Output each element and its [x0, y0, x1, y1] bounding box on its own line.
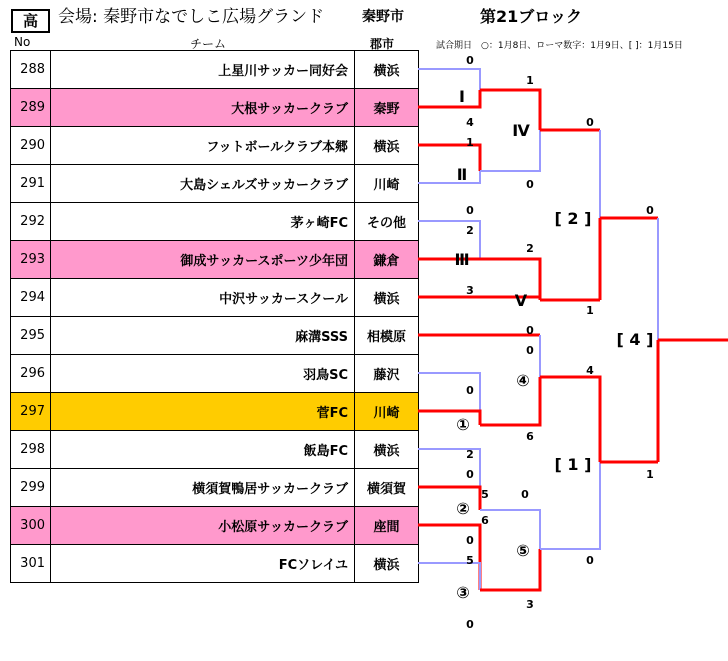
team-name: フットボールクラブ本郷 [51, 127, 355, 165]
bracket-line [540, 377, 600, 462]
schedule-note: 試合期日 ○：1月8日、ローマ数字：1月9日、[ ]：1月15日 [436, 41, 683, 51]
team-name: FCソレイユ [51, 545, 355, 583]
score-label: 5 [481, 488, 489, 501]
score-label: 0 [466, 468, 474, 481]
col-city-header: 郡市 [370, 37, 395, 51]
team-name: 横須賀鴨居サッカークラブ [51, 469, 355, 507]
match-label: Ⅰ [459, 87, 465, 106]
match-label: Ⅲ [454, 250, 470, 269]
score-label: 0 [466, 204, 474, 217]
team-number: 294 [11, 279, 51, 317]
team-number: 297 [11, 393, 51, 431]
team-number: 300 [11, 507, 51, 545]
match-label: ⑤ [516, 541, 530, 560]
team-name: 大島シェルズサッカークラブ [51, 165, 355, 203]
team-city: 横浜 [355, 431, 419, 469]
venue-title: 会場: 秦野市なでしこ広場グランド [58, 7, 325, 27]
score-label: 1 [646, 468, 654, 481]
score-label: 0 [586, 116, 594, 129]
team-city: 横浜 [355, 545, 419, 583]
match-label: [ 2 ] [554, 209, 592, 228]
team-name: 御成サッカースポーツ少年団 [51, 241, 355, 279]
score-label: 0 [466, 384, 474, 397]
bracket-line [480, 90, 540, 130]
bracket-line [418, 69, 480, 90]
team-number: 292 [11, 203, 51, 241]
score-label: 4 [586, 364, 594, 377]
score-label: 5 [466, 554, 474, 567]
team-name: 菅FC [51, 393, 355, 431]
team-city: 横浜 [355, 279, 419, 317]
team-name: 上星川サッカー同好会 [51, 51, 355, 89]
score-label: 1 [586, 304, 594, 317]
team-city: 相模原 [355, 317, 419, 355]
team-number: 295 [11, 317, 51, 355]
score-label: 1 [526, 74, 534, 87]
team-city: 座間 [355, 507, 419, 545]
match-label: Ⅴ [514, 291, 528, 310]
match-label: Ⅳ [512, 121, 530, 140]
team-city: その他 [355, 203, 419, 241]
team-number: 291 [11, 165, 51, 203]
team-number: 293 [11, 241, 51, 279]
team-number: 301 [11, 545, 51, 583]
score-label: 0 [521, 488, 529, 501]
score-label: 2 [526, 242, 534, 255]
match-label: ④ [516, 371, 530, 390]
bracket-line [418, 373, 480, 425]
bracket-line [540, 462, 600, 549]
col-team-header: チーム [190, 37, 227, 51]
team-name: 羽鳥SC [51, 355, 355, 393]
team-name: 小松原サッカークラブ [51, 507, 355, 545]
score-label: 0 [646, 204, 654, 217]
team-city: 横浜 [355, 51, 419, 89]
score-label: 0 [526, 178, 534, 191]
team-city: 川崎 [355, 165, 419, 203]
match-label: ① [456, 415, 470, 434]
score-label: 0 [586, 554, 594, 567]
match-label: ② [456, 499, 470, 518]
team-number: 289 [11, 89, 51, 127]
bracket-line [480, 510, 540, 549]
team-number: 299 [11, 469, 51, 507]
level-badge: 高 [11, 9, 50, 33]
match-label: [ 4 ] [616, 330, 654, 349]
team-number: 296 [11, 355, 51, 393]
team-number: 298 [11, 431, 51, 469]
bracket-line [418, 411, 480, 425]
bracket-line [418, 487, 480, 510]
bracket-line [418, 90, 480, 107]
bracket-line [418, 171, 480, 183]
bracket-line [480, 259, 540, 300]
score-label: 3 [526, 598, 534, 611]
block-title: 第21ブロック [480, 7, 582, 26]
team-city: 鎌倉 [355, 241, 419, 279]
score-label: 4 [466, 116, 474, 129]
team-name: 茅ヶ崎FC [51, 203, 355, 241]
team-city: 秦野 [355, 89, 419, 127]
team-city: 藤沢 [355, 355, 419, 393]
bracket-line [480, 130, 540, 171]
team-name: 中沢サッカースクール [51, 279, 355, 317]
score-label: 3 [466, 284, 474, 297]
match-label: [ 1 ] [554, 455, 592, 474]
team-number: 290 [11, 127, 51, 165]
score-label: 0 [466, 618, 474, 631]
score-label: 0 [466, 534, 474, 547]
team-number: 288 [11, 51, 51, 89]
score-label: 2 [466, 448, 474, 461]
score-label: 0 [526, 344, 534, 357]
score-label: 1 [466, 136, 474, 149]
match-label: ③ [456, 583, 470, 602]
score-label: 0 [526, 324, 534, 337]
bracket-line [480, 377, 540, 425]
score-label: 2 [466, 224, 474, 237]
team-name: 飯島FC [51, 431, 355, 469]
col-no-header: No [14, 35, 31, 49]
team-city: 横須賀 [355, 469, 419, 507]
team-name: 大根サッカークラブ [51, 89, 355, 127]
team-city: 川崎 [355, 393, 419, 431]
score-label: 6 [526, 430, 534, 443]
team-city: 横浜 [355, 127, 419, 165]
bracket-line [418, 563, 480, 590]
score-label: 0 [466, 54, 474, 67]
score-label: 6 [481, 514, 489, 527]
bracket-line [480, 549, 540, 590]
team-name: 麻溝SSS [51, 317, 355, 355]
match-label: Ⅱ [456, 165, 468, 184]
host-city: 秦野市 [362, 9, 404, 25]
